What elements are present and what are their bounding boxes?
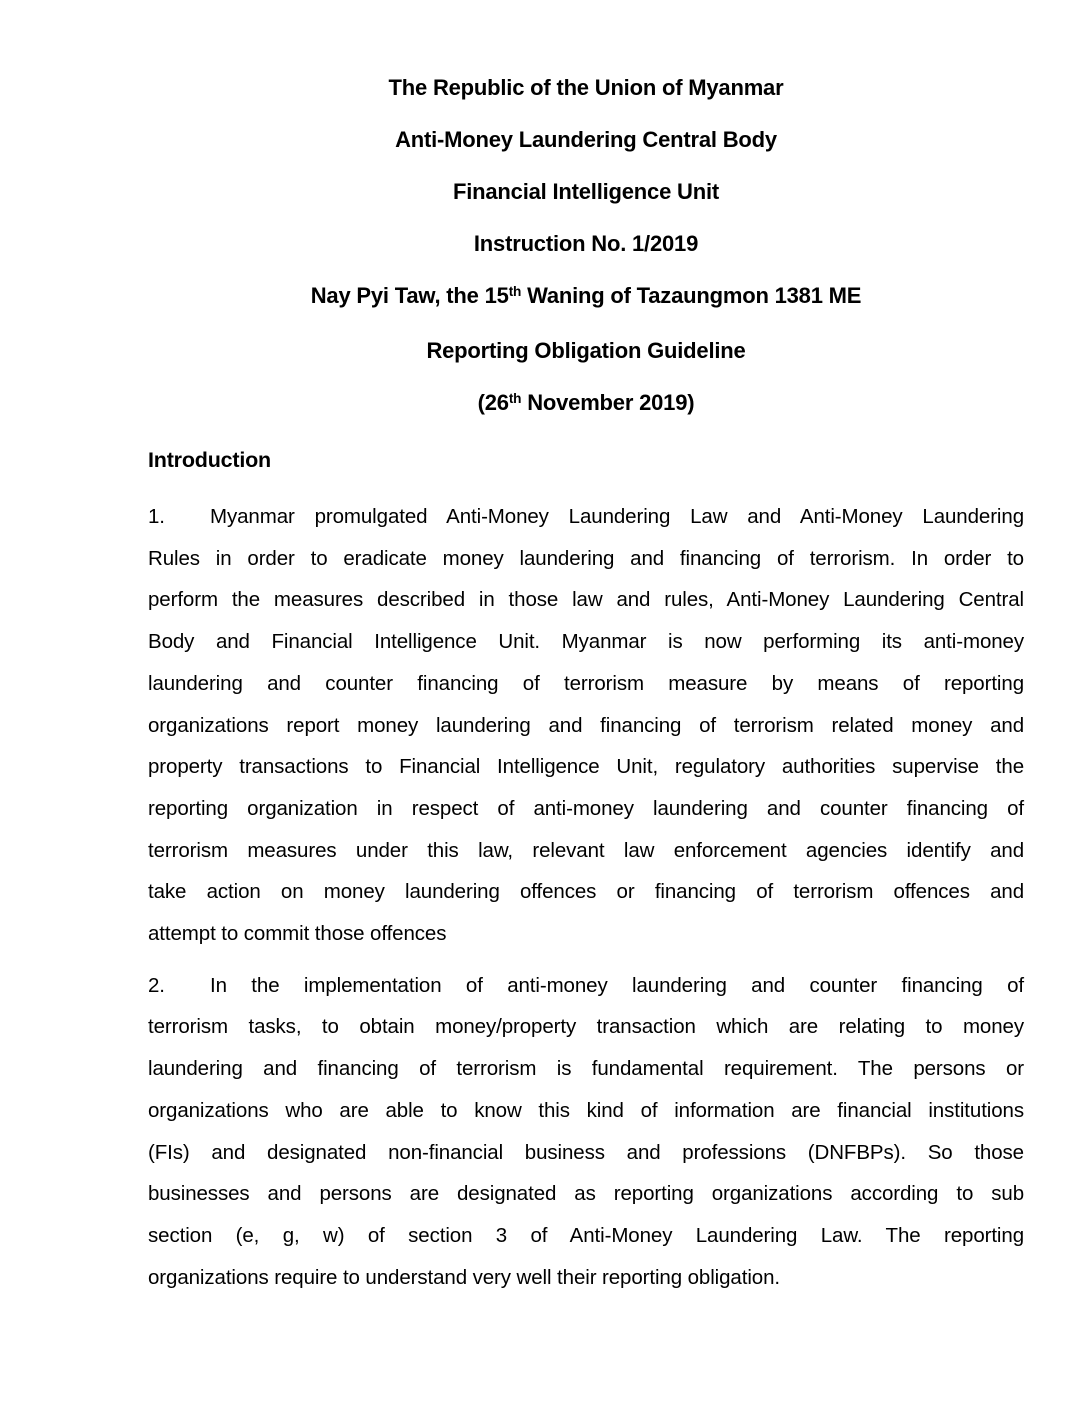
heading-fiu: Financial Intelligence Unit	[453, 179, 719, 204]
ordinal-superscript: th	[508, 284, 522, 300]
paragraph-line: attempt to commit those offences	[148, 922, 447, 946]
document-content	[148, 0, 1024, 1298]
paragraph-line: property transactions to Financial Intelligence Unit, regulatory authorities supervise the	[148, 755, 1024, 779]
paragraph-line: section (e, g, w) of section 3 of Anti-Money Laundering Law. The reporting	[148, 1223, 1024, 1247]
heading-guideline-title: Reporting Obligation Guideline	[426, 338, 746, 363]
section-heading-introduction: Introduction	[148, 448, 271, 472]
heading-country: The Republic of the Union of Myanmar	[388, 75, 784, 100]
paragraph-line: reporting organization in respect of anti-money laundering and counter financing of	[148, 796, 1024, 820]
heading-date2-pre: (26	[477, 390, 509, 415]
paragraph-number: 2.	[148, 973, 165, 997]
paragraph-line: Rules in order to eradicate money laundering and financing of terrorism. In order to	[148, 546, 1024, 570]
paragraph-line: businesses and persons are designated as reporting organizations according to sub	[148, 1182, 1024, 1206]
paragraph-1	[148, 496, 1024, 955]
heading-date-post: Waning of Tazaungmon 1381 ME	[521, 283, 862, 308]
heading-date-myanmar-era	[148, 270, 1024, 325]
paragraph-line: laundering and financing of terrorism is fundamental requirement. The persons or	[148, 1057, 1024, 1081]
paragraph-line: organizations require to understand very well their reporting obligation.	[148, 1265, 780, 1289]
paragraph-line: laundering and counter financing of terrorism measure by means of reporting	[148, 671, 1024, 695]
paragraph-number: 1.	[148, 505, 165, 528]
heading-instruction-number: Instruction No. 1/2019	[473, 231, 699, 256]
paragraph-line: 1. Myanmar promulgated Anti-Money Laundering Law and Anti-Money Laundering	[148, 496, 1024, 538]
paragraph-line: 2. In the implementation of anti-money laundering and counter financing of	[148, 965, 1024, 1007]
paragraph-line: perform the measures described in those law and rules, Anti-Money Laundering Central	[148, 588, 1024, 612]
paragraph-line: take action on money laundering offences or financing of terrorism offences and	[148, 880, 1024, 904]
paragraph-line: organizations report money laundering and financing of terrorism related money and	[148, 713, 1024, 737]
heading-date-gregorian	[148, 377, 1024, 432]
paragraph-line: organizations who are able to know this kind of information are financial institutions	[148, 1098, 1024, 1122]
heading-date-pre: Nay Pyi Taw, the 15	[310, 283, 509, 308]
paragraph-2	[148, 965, 1024, 1299]
document-header-block	[148, 0, 1024, 432]
paragraph-line: terrorism measures under this law, relevant law enforcement agencies identify and	[148, 838, 1024, 862]
heading-central-body: Anti-Money Laundering Central Body	[395, 127, 777, 152]
paragraph-line: terrorism tasks, to obtain money/property transaction which are relating to money	[148, 1015, 1024, 1039]
ordinal-superscript: th	[508, 391, 522, 407]
paragraph-line: Body and Financial Intelligence Unit. Myanmar is now performing its anti-money	[148, 630, 1024, 654]
heading-date2-post: November 2019)	[521, 390, 695, 415]
paragraph-line: (FIs) and designated non-financial business and professions (DNFBPs). So those	[148, 1140, 1024, 1164]
